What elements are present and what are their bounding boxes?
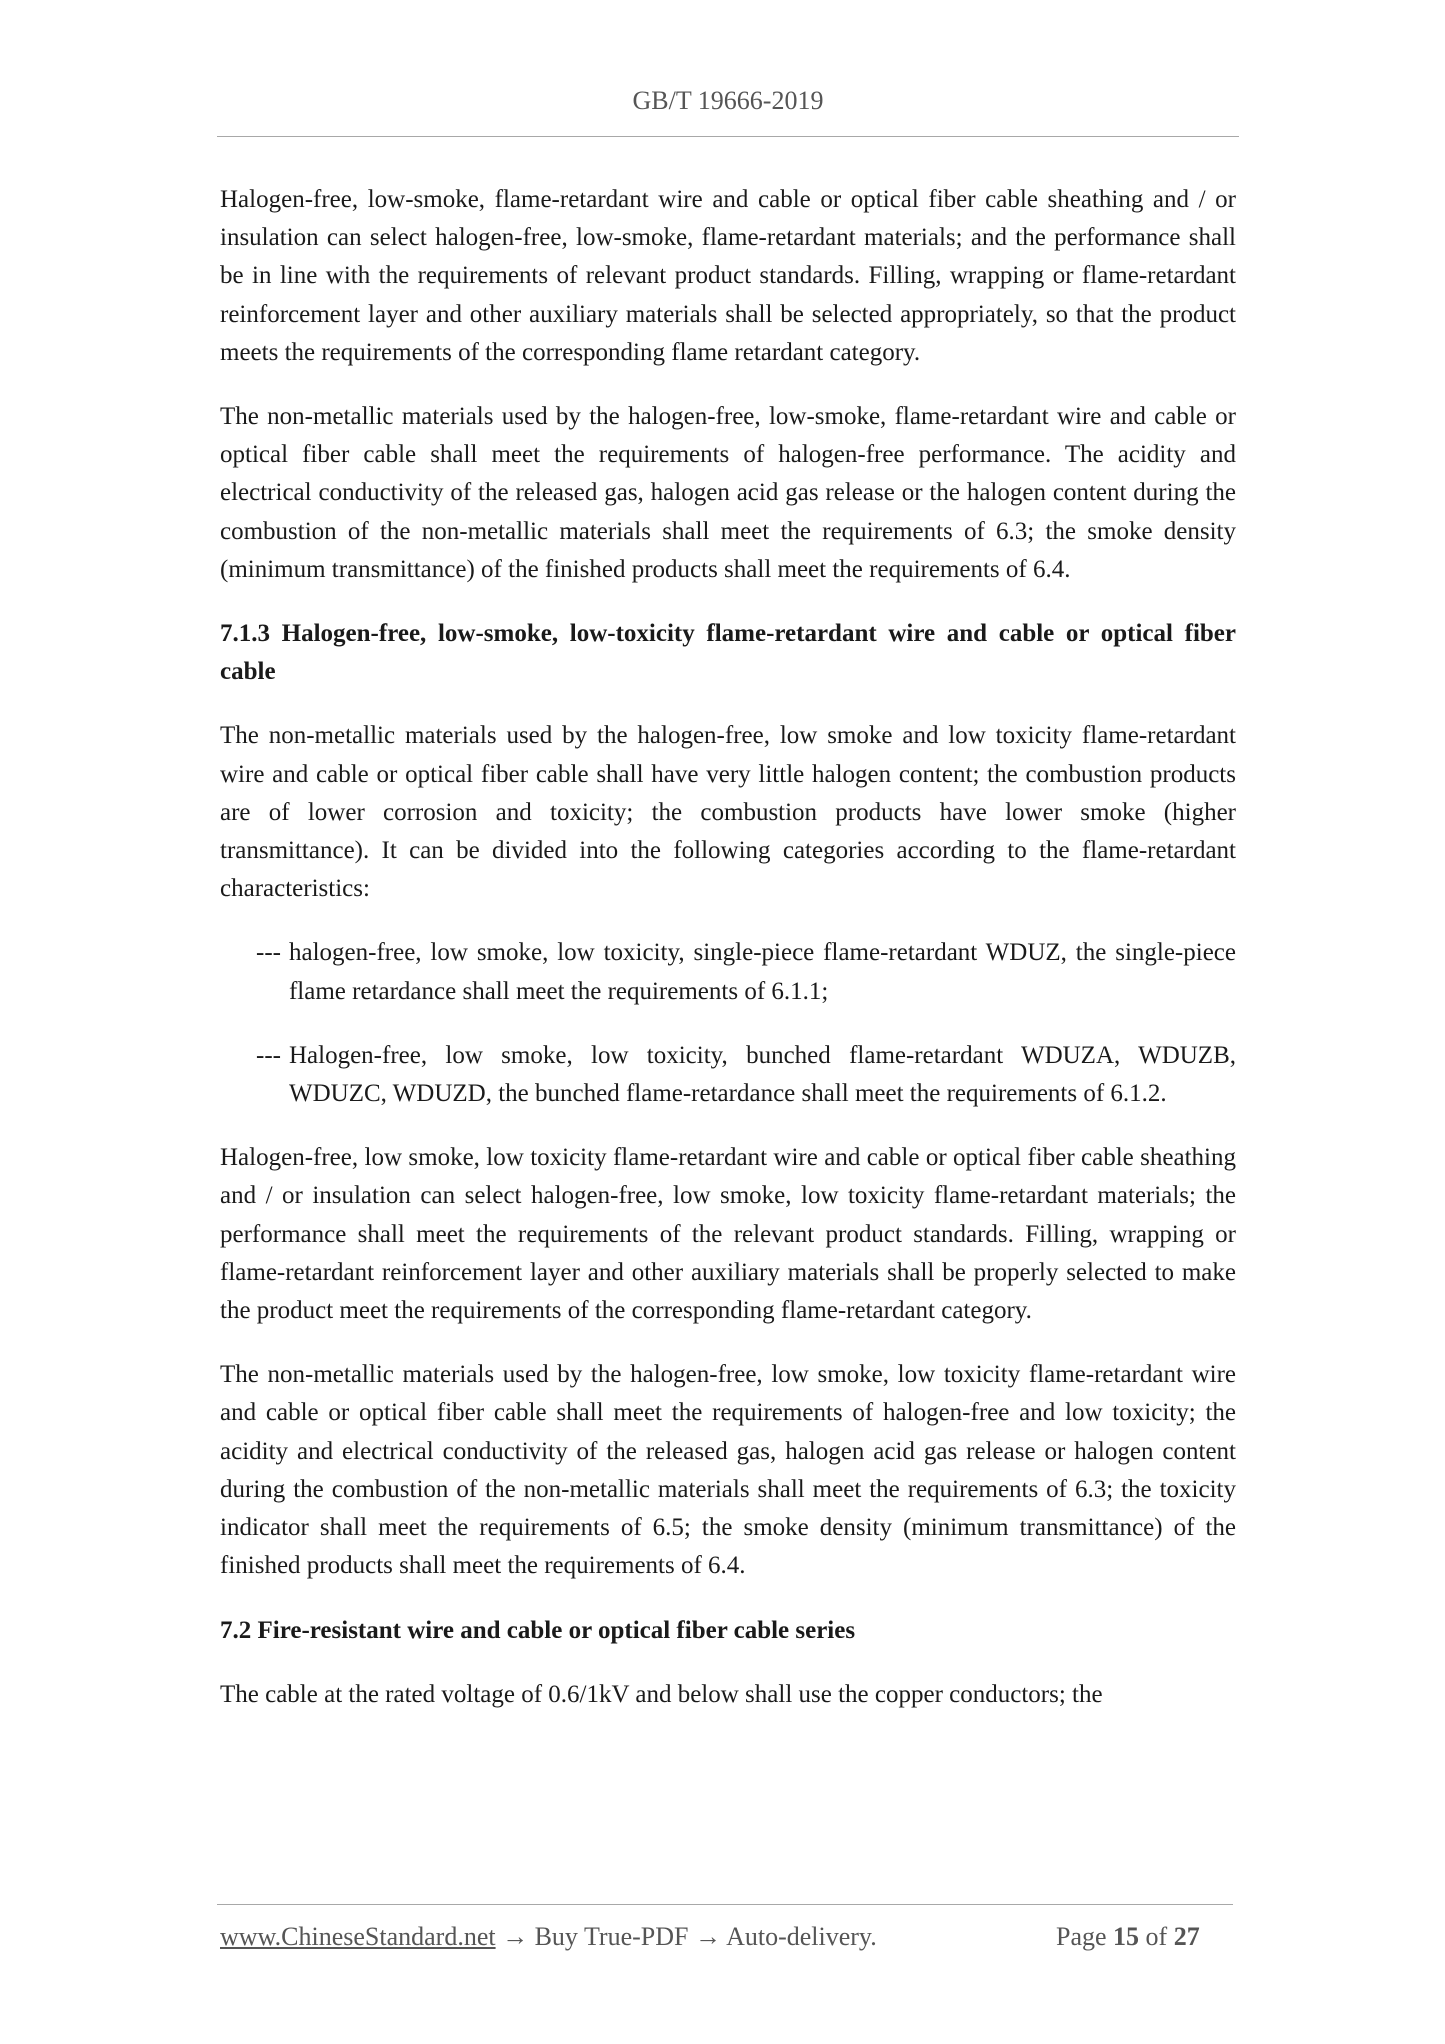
page-header-title: GB/T 19666-2019 (632, 86, 824, 115)
page-current: 15 (1113, 1922, 1140, 1951)
page-total: 27 (1173, 1922, 1200, 1951)
paragraph-fire-resistant-conductors: The cable at the rated voltage of 0.6/1kV and below shall use the copper conductors; the (220, 1680, 1103, 1708)
bullet-marker: --- (256, 939, 281, 967)
arrow-right-icon: → (695, 1922, 721, 1951)
paragraph-low-toxicity-requirements: The non-metallic materials used by the halogen-free, low smoke, low toxicity flame-retardant wire and cable or optical fiber cable shall meet the requirements of halogen-free and low toxicity; the acidity and electrical conductivity of the released gas, halogen acid gas release or halogen content during the combustion of the non-metallic materials shall meet the requirements of 6.3; the toxicity indicator shall meet the requirements of 6.5; the smoke density (minimum transmittance) of the finished products shall meet the requirements of 6.4. (220, 1361, 1236, 1580)
header-divider (217, 136, 1239, 137)
auto-delivery-text: Auto-delivery. (726, 1922, 877, 1951)
page-number (1056, 1922, 1200, 1952)
of-label: of (1145, 1922, 1168, 1951)
footer-divider (217, 1904, 1233, 1905)
list-item-wduza (256, 1037, 1236, 1113)
footer-links (220, 1922, 877, 1952)
page-label: Page (1056, 1922, 1107, 1951)
list-item-text: halogen-free, low smoke, low toxicity, single-piece flame-retardant WDUZ, the single-piece flame retardance shall meet the requirements of 6.1.1; (288, 939, 1236, 1005)
list-item-text: Halogen-free, low smoke, low toxicity, bunched flame-retardant WDUZA, WDUZB, WDUZC, WDUZD, the bunched flame-retardance shall meet the requirements of 6.1.2. (288, 1041, 1236, 1108)
document-body (220, 181, 1236, 1740)
arrow-right-icon: → (502, 1922, 529, 1951)
paragraph-halogen-free-requirements: The non-metallic materials used by the halogen-free, low-smoke, flame-retardant wire and cable or optical fiber cable shall meet the requirements of halogen-free performance. The acidity and electrical conductivity of the released gas, halogen acid gas release or the halogen content during the combustion of the non-metallic materials shall meet the requirements of 6.3; the smoke density (minimum transmittance) of the finished products shall meet the requirements of 6.4. (220, 403, 1236, 583)
website-link[interactable]: www.ChineseStandard.net (220, 1922, 496, 1951)
paragraph-sheathing-selection: Halogen-free, low-smoke, flame-retardant wire and cable or optical fiber cable sheathing and / or insulation can select halogen-free, low-smoke, flame-retardant materials; and the performance shall be in line with the requirements of relevant product standards. Filling, wrapping or flame-retardant reinforcement layer and other auxiliary materials shall be selected appropriately, so that the product meets the requirements of the corresponding flame retardant category. (220, 186, 1236, 366)
list-item-wduz (256, 934, 1236, 1010)
buy-true-pdf-text: Buy True-PDF (534, 1922, 689, 1951)
bullet-marker: --- (256, 1041, 281, 1069)
section-heading-7-2: 7.2 Fire-resistant wire and cable or optical fiber cable series (220, 1616, 856, 1644)
paragraph-low-toxicity-intro: The non-metallic materials used by the halogen-free, low smoke and low toxicity flame-retardant wire and cable or optical fiber cable shall have very little halogen content; the combustion products are of lower corrosion and toxicity; the combustion products have lower smoke (higher transmittance). It can be divided into the following categories according to the flame-retardant characteristics: (220, 722, 1236, 903)
section-heading-7-1-3: 7.1.3 Halogen-free, low-smoke, low-toxicity flame-retardant wire and cable or optical fiber cable (220, 620, 1236, 686)
paragraph-low-toxicity-sheathing: Halogen-free, low smoke, low toxicity flame-retardant wire and cable or optical fiber cable sheathing and / or insulation can select halogen-free, low smoke, low toxicity flame-retardant materials; the performance shall meet the requirements of the relevant product standards. Filling, wrapping or flame-retardant reinforcement layer and other auxiliary materials shall be properly selected to make the product meet the requirements of the corresponding flame-retardant category. (220, 1144, 1236, 1325)
